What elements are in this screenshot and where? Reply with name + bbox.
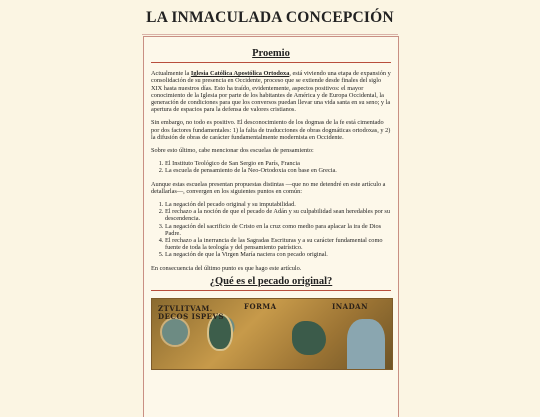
mosaic-image xyxy=(151,298,393,370)
list-item: 1. La negación del pecado original y su imputabilidad. xyxy=(165,201,391,208)
mosaic-inscription-1: ZTVLITVAM. xyxy=(158,304,213,314)
mosaic-figure xyxy=(347,319,385,369)
church-link[interactable]: Iglesia Católica Apostólica Ortodoxa xyxy=(190,70,290,78)
paragraph-4: Aunque estas escuelas presentan propuestas distintas —que no me detendré en este artículo a detallarlas—, convergen en los siguientes puntos en común: xyxy=(151,180,386,195)
mosaic-foliage xyxy=(292,321,326,355)
mosaic-medallion xyxy=(160,317,190,347)
paragraph-3: Sobre esto último, cabe mencionar dos escuelas de pensamiento: xyxy=(151,147,314,155)
section-heading-original-sin: ¿Qué es el pecado original? xyxy=(209,275,333,287)
mosaic-inscription-3: FORMA xyxy=(244,302,277,312)
points-list xyxy=(151,201,391,259)
list-item: 2. El rechazo a la noción de que el pecado de Adán y su culpabilidad sean heredables por su descendencia. xyxy=(165,208,391,222)
schools-list xyxy=(151,160,391,174)
list-item: 3. La negación del sacrificio de Cristo en la cruz como medio para aplacar la ira de Dios Padre. xyxy=(165,223,391,237)
list-item: 4. El rechazo a la inerrancia de las Sagradas Escrituras y a su carácter fundamental como fuente de toda la teología y del pensamiento patrístico. xyxy=(165,237,391,251)
list-item: 5. La negación de que la Virgen María naciera con pecado original. xyxy=(165,251,391,258)
page-title: LA INMACULADA CONCEPCIÓN xyxy=(146,9,394,26)
paragraph-5: En consecuencia del último punto es que hago este artículo. xyxy=(151,264,302,272)
title-divider xyxy=(142,34,398,35)
paragraph-1-start: Actualmente la xyxy=(151,70,191,78)
paragraph-1 xyxy=(151,70,391,113)
paragraph-2: Sin embargo, no todo es positivo. El desconocimiento de los dogmas de la fe está cimentado por dos factores fundamentales: 1) la falta de traducciones de obras dogmáticas ortodoxas, y 2) la difusión de obras de carácter fundamentalmente modernista en Occidente. xyxy=(151,119,391,141)
list-item: 1. El Instituto Teológico de San Sergio en París, Francia xyxy=(165,160,391,167)
article-body xyxy=(151,50,391,370)
list-item: 2. La escuela de pensamiento de la Neo-Ortodoxia con base en Grecia. xyxy=(165,167,391,174)
mosaic-inscription-2: DECOS ISPEVS xyxy=(158,312,224,322)
paragraph-1-end: , está viviendo una etapa de expansión y consolidación de su presencia en Occidente, proceso que se extiende desde finales del siglo XIX hasta nuestros días. Esto ha traído, evidentemente, aspectos positivos: el mayor conocimiento de la Iglesia por parte de los habitantes de América y de Europa Occidental, la generación de condiciones para que los conversos puedan llevar una vida santa en su seno; y la apertura de espacios para la defensa de valores cristianos. xyxy=(151,70,391,114)
section-heading-proemio: Proemio xyxy=(252,48,290,59)
section-divider xyxy=(151,290,391,291)
section-divider xyxy=(151,62,391,63)
mosaic-inscription-4: INADAN xyxy=(332,302,369,312)
